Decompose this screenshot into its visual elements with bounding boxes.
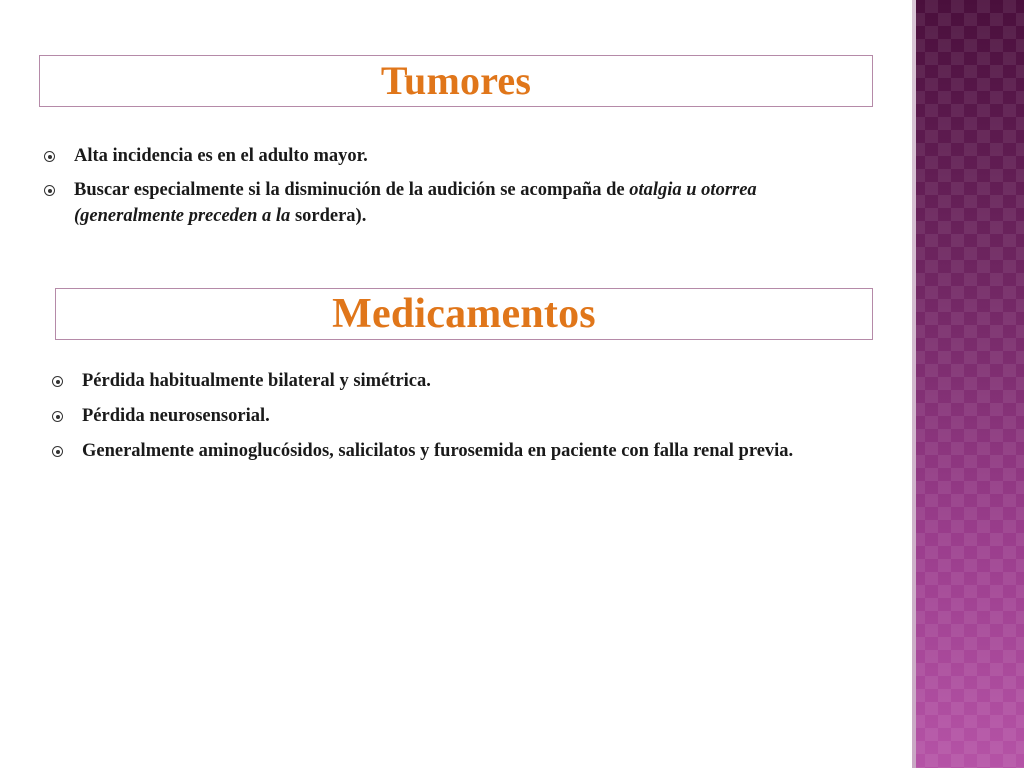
bullet-text-italic: otalgia u otorrea (generalmente preceden a la [74, 180, 757, 226]
list-item [42, 177, 862, 229]
bullet-text: Pérdida habitualmente bilateral y simétrica. [82, 371, 431, 391]
section-title-box-medicamentos [55, 288, 873, 340]
bullet-circle-icon [52, 446, 63, 457]
bullet-text: Pérdida neurosensorial. [82, 406, 270, 426]
bullet-text: Generalmente aminoglucósidos, salicilatos y furosemida en paciente con falla renal previa. [82, 441, 794, 461]
bullet-text-part: Buscar especialmente si la disminución de la audición se acompaña de [74, 180, 630, 200]
list-item [50, 403, 862, 429]
bullet-circle-icon [44, 185, 55, 196]
list-item [50, 368, 862, 394]
list-item [50, 438, 862, 464]
bullet-list-tumores [42, 143, 862, 237]
bullet-circle-icon [44, 151, 55, 162]
section-title-box-tumores [39, 55, 873, 107]
bullet-text: Alta incidencia es en el adulto mayor. [74, 146, 368, 166]
bullet-circle-icon [52, 411, 63, 422]
decorative-side-band [912, 0, 1024, 768]
section-title-tumores: Tumores [380, 58, 532, 103]
bullet-circle-icon [52, 376, 63, 387]
bullet-text-part: sordera). [294, 206, 367, 226]
bullet-list-medicamentos [50, 368, 862, 473]
list-item [42, 143, 862, 169]
section-title-medicamentos: Medicamentos [332, 291, 596, 337]
side-band-edge [912, 0, 916, 768]
